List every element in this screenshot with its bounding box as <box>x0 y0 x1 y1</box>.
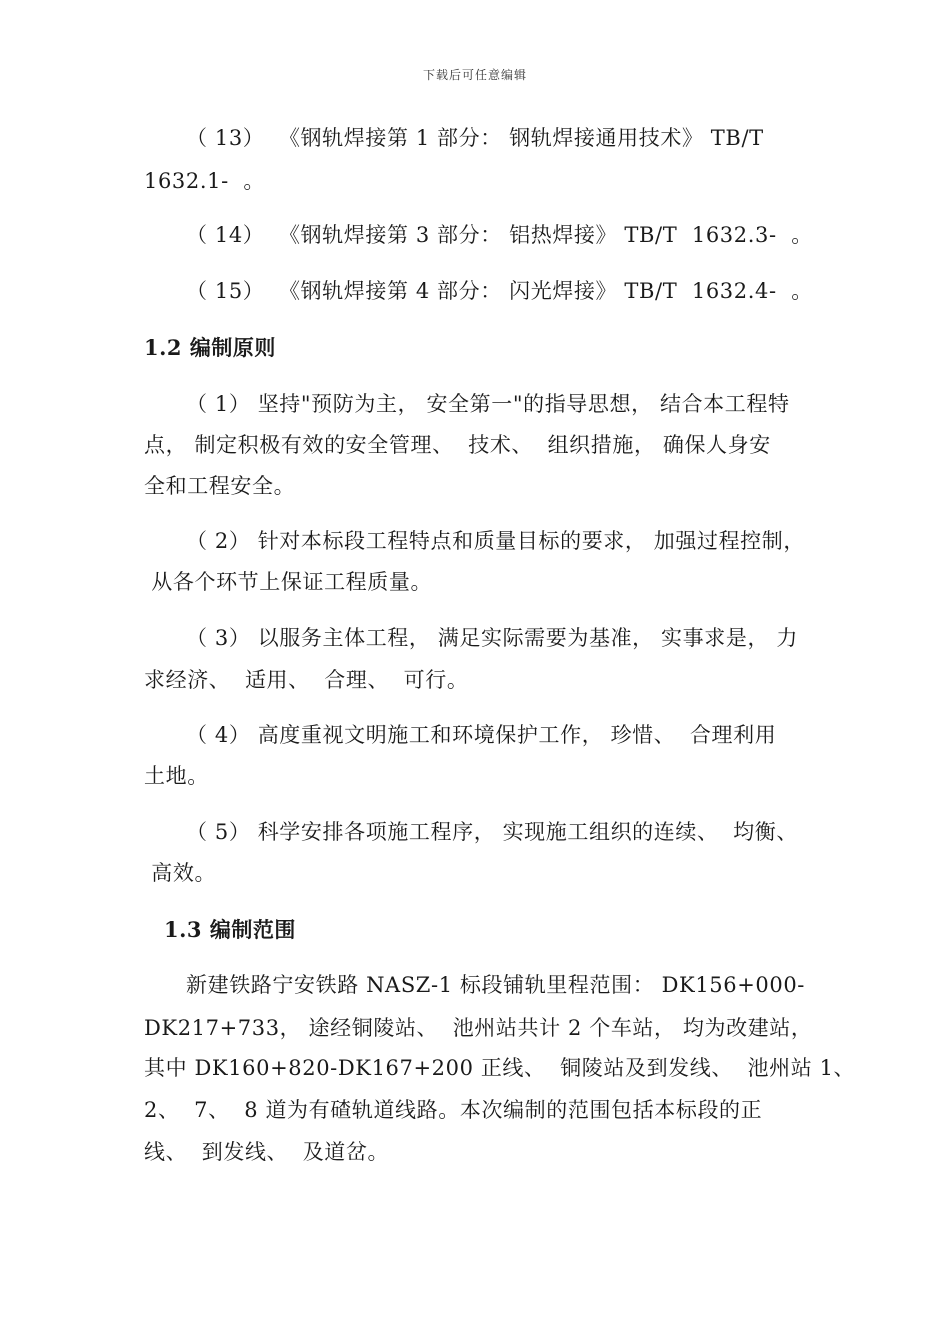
scope-line-3: 其中 DK160+820-DK167+200 正线、 铜陵站及到发线、 池州站 1、 <box>144 1056 856 1080</box>
principle-5-line-1: （ 5） 科学安排各项施工程序， 实现施工组织的连续、 均衡、 <box>186 820 798 844</box>
scope-line-1: 新建铁路宁安铁路 NASZ-1 标段铺轨里程范围： DK156+000- <box>186 973 805 997</box>
scope-line-2: DK217+733， 途经铜陵站、 池州站共计 2 个车站， 均为改建站， <box>144 1016 813 1040</box>
ref-15: （ 15） 《钢轨焊接第 4 部分： 闪光焊接》 TB/T 1632.4- 。 <box>186 279 813 303</box>
page-header: 下载后可任意编辑 <box>422 68 527 82</box>
section-1-2-heading: 1.2 编制原则 <box>144 335 276 360</box>
scope-line-4: 2、 7、 8 道为有碴轨道线路。本次编制的范围包括本标段的正 <box>144 1098 763 1122</box>
principle-1-line-3: 全和工程安全。 <box>144 474 296 498</box>
principle-5-line-2: 高效。 <box>144 861 217 885</box>
ref-14: （ 14） 《钢轨焊接第 3 部分： 铝热焊接》 TB/T 1632.3- 。 <box>186 223 813 247</box>
ref-13-line-1: （ 13） 《钢轨焊接第 1 部分： 钢轨焊接通用技术》 TB/T <box>186 126 764 150</box>
principle-1-line-2: 点， 制定积极有效的安全管理、 技术、 组织措施， 确保人身安 <box>144 433 771 457</box>
ref-13-line-2: 1632.1- 。 <box>144 169 265 193</box>
principle-3-line-1: （ 3） 以服务主体工程， 满足实际需要为基准， 实事求是， 力 <box>186 626 798 650</box>
section-1-3-heading: 1.3 编制范围 <box>164 917 296 942</box>
principle-1-line-1: （ 1） 坚持"预防为主， 安全第一"的指导思想， 结合本工程特 <box>186 392 790 416</box>
principle-3-line-2: 求经济、 适用、 合理、 可行。 <box>144 668 469 692</box>
principle-2-line-2: 从各个环节上保证工程质量。 <box>144 570 433 594</box>
principle-2-line-1: （ 2） 针对本标段工程特点和质量目标的要求， 加强过程控制， <box>186 529 805 553</box>
principle-4-line-2: 土地。 <box>144 764 209 788</box>
principle-4-line-1: （ 4） 高度重视文明施工和环境保护工作， 珍惜、 合理利用 <box>186 723 777 747</box>
scope-line-5: 线、 到发线、 及道岔。 <box>144 1140 390 1164</box>
